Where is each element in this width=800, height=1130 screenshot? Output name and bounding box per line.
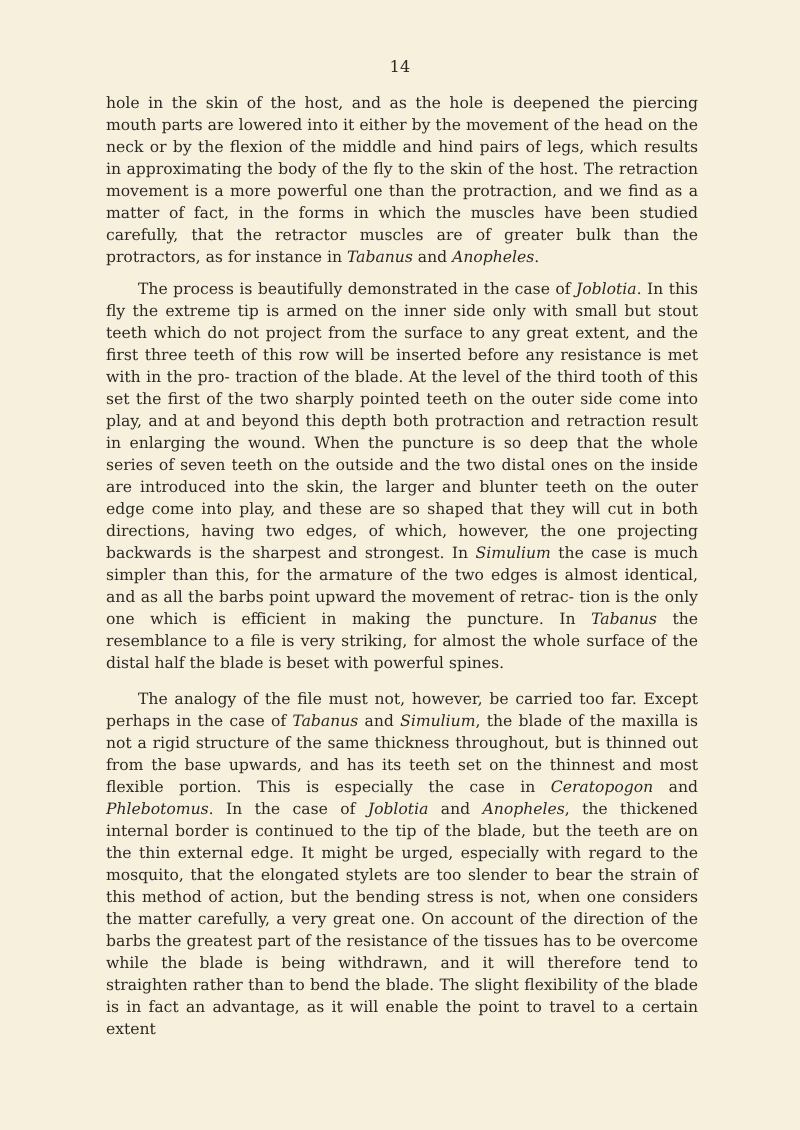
paragraph-1	[106, 92, 698, 268]
paragraph-3-text-6: and	[428, 800, 483, 818]
paragraph-2-italic-joblotia: Joblotia	[576, 280, 637, 298]
paragraph-2-text-2: . In this fly the extreme tip is armed on the inner side only with small but stout teeth which do not project from the surface to any great extent, and the first three teeth of this row will be inserted before any resistance is met with in the pro- traction of the blade. At the level of the third tooth of this set the first of the two sharply pointed teeth on the outer side come into play, and at and beyond this depth both protraction and retraction result in enlarging the wound. When the puncture is so deep that the whole series of seven teeth on the outside and the two distal ones on the inside are introduced into the skin, the larger and blunter teeth on the outer edge come into play, and these are so shaped that they will cut in both directions, having two edges, of which, however, the one projecting backwards is the sharpest and strongest. In	[106, 280, 698, 562]
paragraph-1-text-1: hole in the skin of the host, and as the hole is deepened the piercing mouth parts are lowered into it either by the movement of the head on the neck or by the flexion of the middle and hind pairs of legs, which results in approximating the body of the fly to the skin of the host. The retraction movement is a more powerful one than the protraction, and we find as a matter of fact, in the forms in which the muscles have been studied carefully, that the retractor muscles are of greater bulk than the protractors, as for instance in	[106, 94, 698, 266]
paragraph-1-text-2: and	[412, 248, 453, 266]
body-text	[106, 92, 698, 1050]
paragraph-3-text-7: , the thickened internal border is continued to the tip of the blade, but the teeth are on the thin external edge. It might be urged, especially with regard to the mosquito, that the elongated stylets are too slender to bear the strain of this method of action, but the bending stress is not, when one considers the matter carefully, a very great one. On account of the direction of the barbs the greatest part of the resistance of the tissues has to be overcome while the blade is being withdrawn, and it will therefore tend to straighten rather than to bend the blade. The slight flexibility of the blade is in fact an advantage, as it will enable the point to travel to a certain extent	[106, 800, 698, 1038]
paragraph-1-italic-tabanus: Tabanus	[346, 248, 413, 266]
paragraph-3-text-1: The analogy of the file must not, however, be carried too far. Except perhaps in the case of	[106, 690, 698, 730]
paragraph-3-text-4: and	[653, 778, 698, 796]
paragraph-3-italic-anopheles: Anopheles	[482, 800, 565, 818]
paragraph-2-italic-simulium: Simulium	[475, 544, 551, 562]
paragraph-3-italic-joblotia: Joblotia	[367, 800, 429, 818]
paragraph-3-italic-tabanus: Tabanus	[292, 712, 359, 730]
paragraph-1-italic-anopheles: Anopheles	[452, 248, 535, 266]
paragraph-2-italic-tabanus: Tabanus	[591, 610, 657, 628]
paragraph-3-italic-simulium: Simulium	[400, 712, 476, 730]
page-number: 14	[389, 57, 411, 76]
paragraph-3	[106, 688, 698, 1040]
paragraph-3-italic-ceratopogon: Ceratopogon	[550, 778, 654, 796]
paragraph-2	[106, 278, 698, 674]
paragraph-1-text-3: .	[534, 248, 540, 266]
paragraph-2-text-3: the case is much simpler than this, for the armature of the two edges is almost identical, and as all the barbs point upward the movement of retrac- tion is the only one which is efficient in making the puncture. In	[106, 544, 698, 628]
paragraph-2-text-4: the resemblance to a file is very striking, for almost the whole surface of the distal half the blade is beset with powerful spines.	[106, 610, 698, 672]
paragraph-2-text-1: The process is beautifully demonstrated in the case of	[138, 280, 577, 298]
paragraph-3-italic-phlebotomus: Phlebotomus	[106, 800, 209, 818]
paragraph-3-text-5: . In the case of	[208, 800, 368, 818]
paragraph-3-text-3: , the blade of the maxilla is not a rigid structure of the same thickness throughout, but is thinned out from the base upwards, and has its teeth set on the thinnest and most flexible portion. This is especially the case in	[106, 712, 698, 796]
paragraph-3-text-2: and	[358, 712, 401, 730]
